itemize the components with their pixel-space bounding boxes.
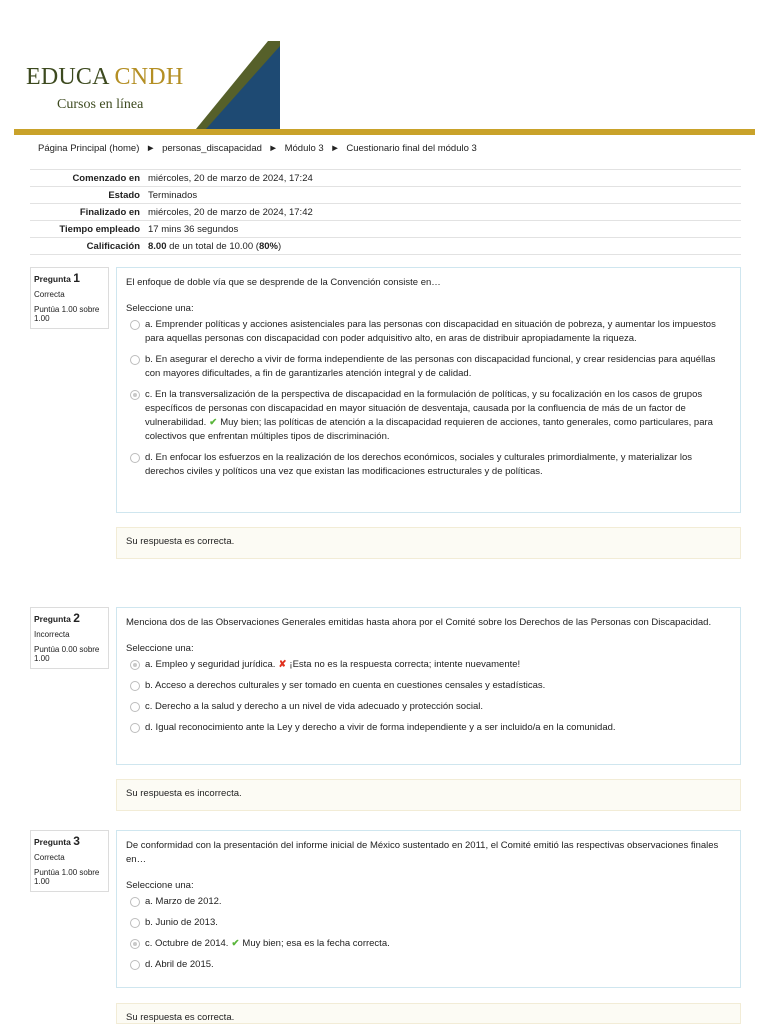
radio-button[interactable]: [130, 702, 140, 712]
answer-option-selected[interactable]: a. Empleo y seguridad jurídica. ✘ ¡Esta no es la respuesta correcta; intente nuevamente!: [126, 658, 731, 672]
summary-row: [30, 170, 741, 187]
correct-check-icon: ✔: [209, 417, 218, 428]
brand-subtitle: Cursos en línea: [57, 97, 144, 112]
answer-option[interactable]: a. Marzo de 2012.: [126, 895, 731, 909]
summary-row: [30, 187, 741, 204]
question-text: El enfoque de doble vía que se desprende de la Convención consiste en…: [126, 277, 441, 288]
question-info-3: [30, 830, 109, 892]
question-feedback-1: Su respuesta es correcta.: [116, 527, 741, 559]
grade-middle: de un total de 10.00 (: [166, 240, 259, 252]
question-content-1: [116, 267, 741, 513]
question-number: Pregunta 1: [34, 271, 80, 285]
brand-word-cndh: CNDH: [114, 64, 184, 90]
radio-button-checked[interactable]: [130, 660, 140, 670]
question-text: De conformidad con la presentación del informe inicial de México sustentado en 2011, el Comité emitió las respectivas observaciones finales en…: [126, 840, 719, 865]
summary-label: Comenzado en: [30, 170, 148, 187]
answer-option-selected[interactable]: c. Octubre de 2014. ✔ Muy bien; esa es la fecha correcta.: [126, 937, 731, 951]
question-feedback-2: Su respuesta es incorrecta.: [116, 779, 741, 811]
breadcrumb-home[interactable]: Página Principal (home): [38, 143, 140, 154]
summary-value: miércoles, 20 de marzo de 2024, 17:42: [148, 204, 741, 221]
question-points: Puntúa 1.00 sobre 1.00: [34, 868, 100, 886]
question-points: Puntúa 0.00 sobre 1.00: [34, 645, 100, 663]
question-info-2: [30, 607, 109, 669]
radio-button[interactable]: [130, 681, 140, 691]
radio-button[interactable]: [130, 320, 140, 330]
summary-grade: [148, 238, 741, 255]
breadcrumb-course[interactable]: personas_discapacidad: [162, 143, 262, 154]
answer-option[interactable]: d. Abril de 2015.: [126, 958, 731, 972]
answer-feedback: Muy bien; esa es la fecha correcta.: [242, 938, 390, 949]
correct-check-icon: ✔: [231, 938, 240, 949]
answer-prompt: Seleccione una:: [126, 303, 194, 314]
incorrect-cross-icon: ✘: [278, 659, 287, 670]
question-status: Correcta: [34, 853, 65, 862]
radio-button[interactable]: [130, 897, 140, 907]
breadcrumb: [38, 143, 481, 154]
site-header: [0, 0, 768, 136]
grade-percent: 80%: [258, 240, 278, 252]
radio-button[interactable]: [130, 918, 140, 928]
radio-button[interactable]: [130, 453, 140, 463]
logo-shape-icon: [196, 41, 282, 131]
answer-feedback: Muy bien; las políticas de atención a la discapacidad requieren de acciones, tanto generales, como particulares, para colectivos que enfrentan múltiples tipos de discriminación.: [145, 417, 713, 442]
radio-button-checked[interactable]: [130, 390, 140, 400]
answer-option[interactable]: c. Derecho a la salud y derecho a un nivel de vida adecuado y protección social.: [126, 700, 731, 714]
answer-option[interactable]: b. En asegurar el derecho a vivir de forma independiente de las personas con discapacidad funcional, y crear residencias para aquéllas con mayores dificultades, a fin de garantizarles atención integral y de calidad.: [126, 353, 731, 381]
answer-option[interactable]: b. Junio de 2013.: [126, 916, 731, 930]
summary-row: [30, 238, 741, 255]
answer-option[interactable]: d. Igual reconocimiento ante la Ley y derecho a vivir de forma independiente y a ser incluido/a en la comunidad.: [126, 721, 731, 735]
summary-label: Estado: [30, 187, 148, 204]
breadcrumb-sep-icon: ►: [268, 143, 278, 154]
question-feedback-3: Su respuesta es correcta.: [116, 1003, 741, 1024]
question-text: Menciona dos de las Observaciones Generales emitidas hasta ahora por el Comité sobre los Derechos de las Personas con Discapacidad.: [126, 617, 712, 628]
brand-word-educa: EDUCA: [26, 64, 109, 90]
summary-label: Tiempo empleado: [30, 221, 148, 238]
answer-option[interactable]: d. En enfocar los esfuerzos en la realización de los derechos económicos, sociales y culturales primordialmente, y materializar los derechos civiles y políticos una vez que existan las modificaciones estructurales y de políticas.: [126, 451, 731, 479]
summary-value: miércoles, 20 de marzo de 2024, 17:24: [148, 170, 741, 187]
radio-button[interactable]: [130, 960, 140, 970]
summary-value: Terminados: [148, 187, 741, 204]
breadcrumb-sep-icon: ►: [146, 143, 156, 154]
grade-end: ): [277, 240, 282, 252]
answer-prompt: Seleccione una:: [126, 643, 194, 654]
summary-value: 17 mins 36 segundos: [148, 221, 741, 238]
breadcrumb-sep-icon: ►: [330, 143, 340, 154]
answer-feedback: ¡Esta no es la respuesta correcta; intente nuevamente!: [289, 659, 521, 670]
answer-option[interactable]: a. Emprender políticas y acciones asistenciales para las personas con discapacidad en situación de pobreza, y aumentar los impuestos para aquellas personas con discapacidad con poder adquisitivo alto, en aras de distribuir apropiadamente la riqueza.: [126, 318, 731, 346]
answer-prompt: Seleccione una:: [126, 880, 194, 891]
brand-logo-text[interactable]: [26, 64, 183, 91]
question-content-2: [116, 607, 741, 765]
radio-button-checked[interactable]: [130, 939, 140, 949]
question-info-1: [30, 267, 109, 329]
grade-score: 8.00: [148, 240, 167, 252]
question-points: Puntúa 1.00 sobre 1.00: [34, 305, 100, 323]
summary-label: Calificación: [30, 238, 148, 255]
answer-option-selected[interactable]: c. En la transversalización de la perspectiva de discapacidad en la formulación de políticas, y su focalización en los casos de grupos específicos de personas con discapacidad en mayor situación de desventaja, causada por la confluencia de más de un factor de vulnerabilidad. ✔ Muy bien; las políticas de atención a la discapacidad requieren de acciones, tanto generales, como particulares, para colectivos que enfrentan múltiples tipos de discriminación.: [126, 388, 731, 444]
answer-option[interactable]: b. Acceso a derechos culturales y ser tomado en cuenta en cuestiones censales y estadísticas.: [126, 679, 731, 693]
radio-button[interactable]: [130, 355, 140, 365]
summary-row: [30, 204, 741, 221]
radio-button[interactable]: [130, 723, 140, 733]
question-number: Pregunta 2: [34, 611, 80, 625]
question-content-3: [116, 830, 741, 988]
breadcrumb-quiz[interactable]: Cuestionario final del módulo 3: [346, 143, 477, 154]
attempt-summary-table: [30, 169, 741, 255]
summary-label: Finalizado en: [30, 204, 148, 221]
question-number: Pregunta 3: [34, 834, 80, 848]
question-status: Incorrecta: [34, 630, 70, 639]
header-divider: [14, 129, 755, 135]
question-status: Correcta: [34, 290, 65, 299]
summary-row: [30, 221, 741, 238]
breadcrumb-module[interactable]: Módulo 3: [284, 143, 324, 154]
